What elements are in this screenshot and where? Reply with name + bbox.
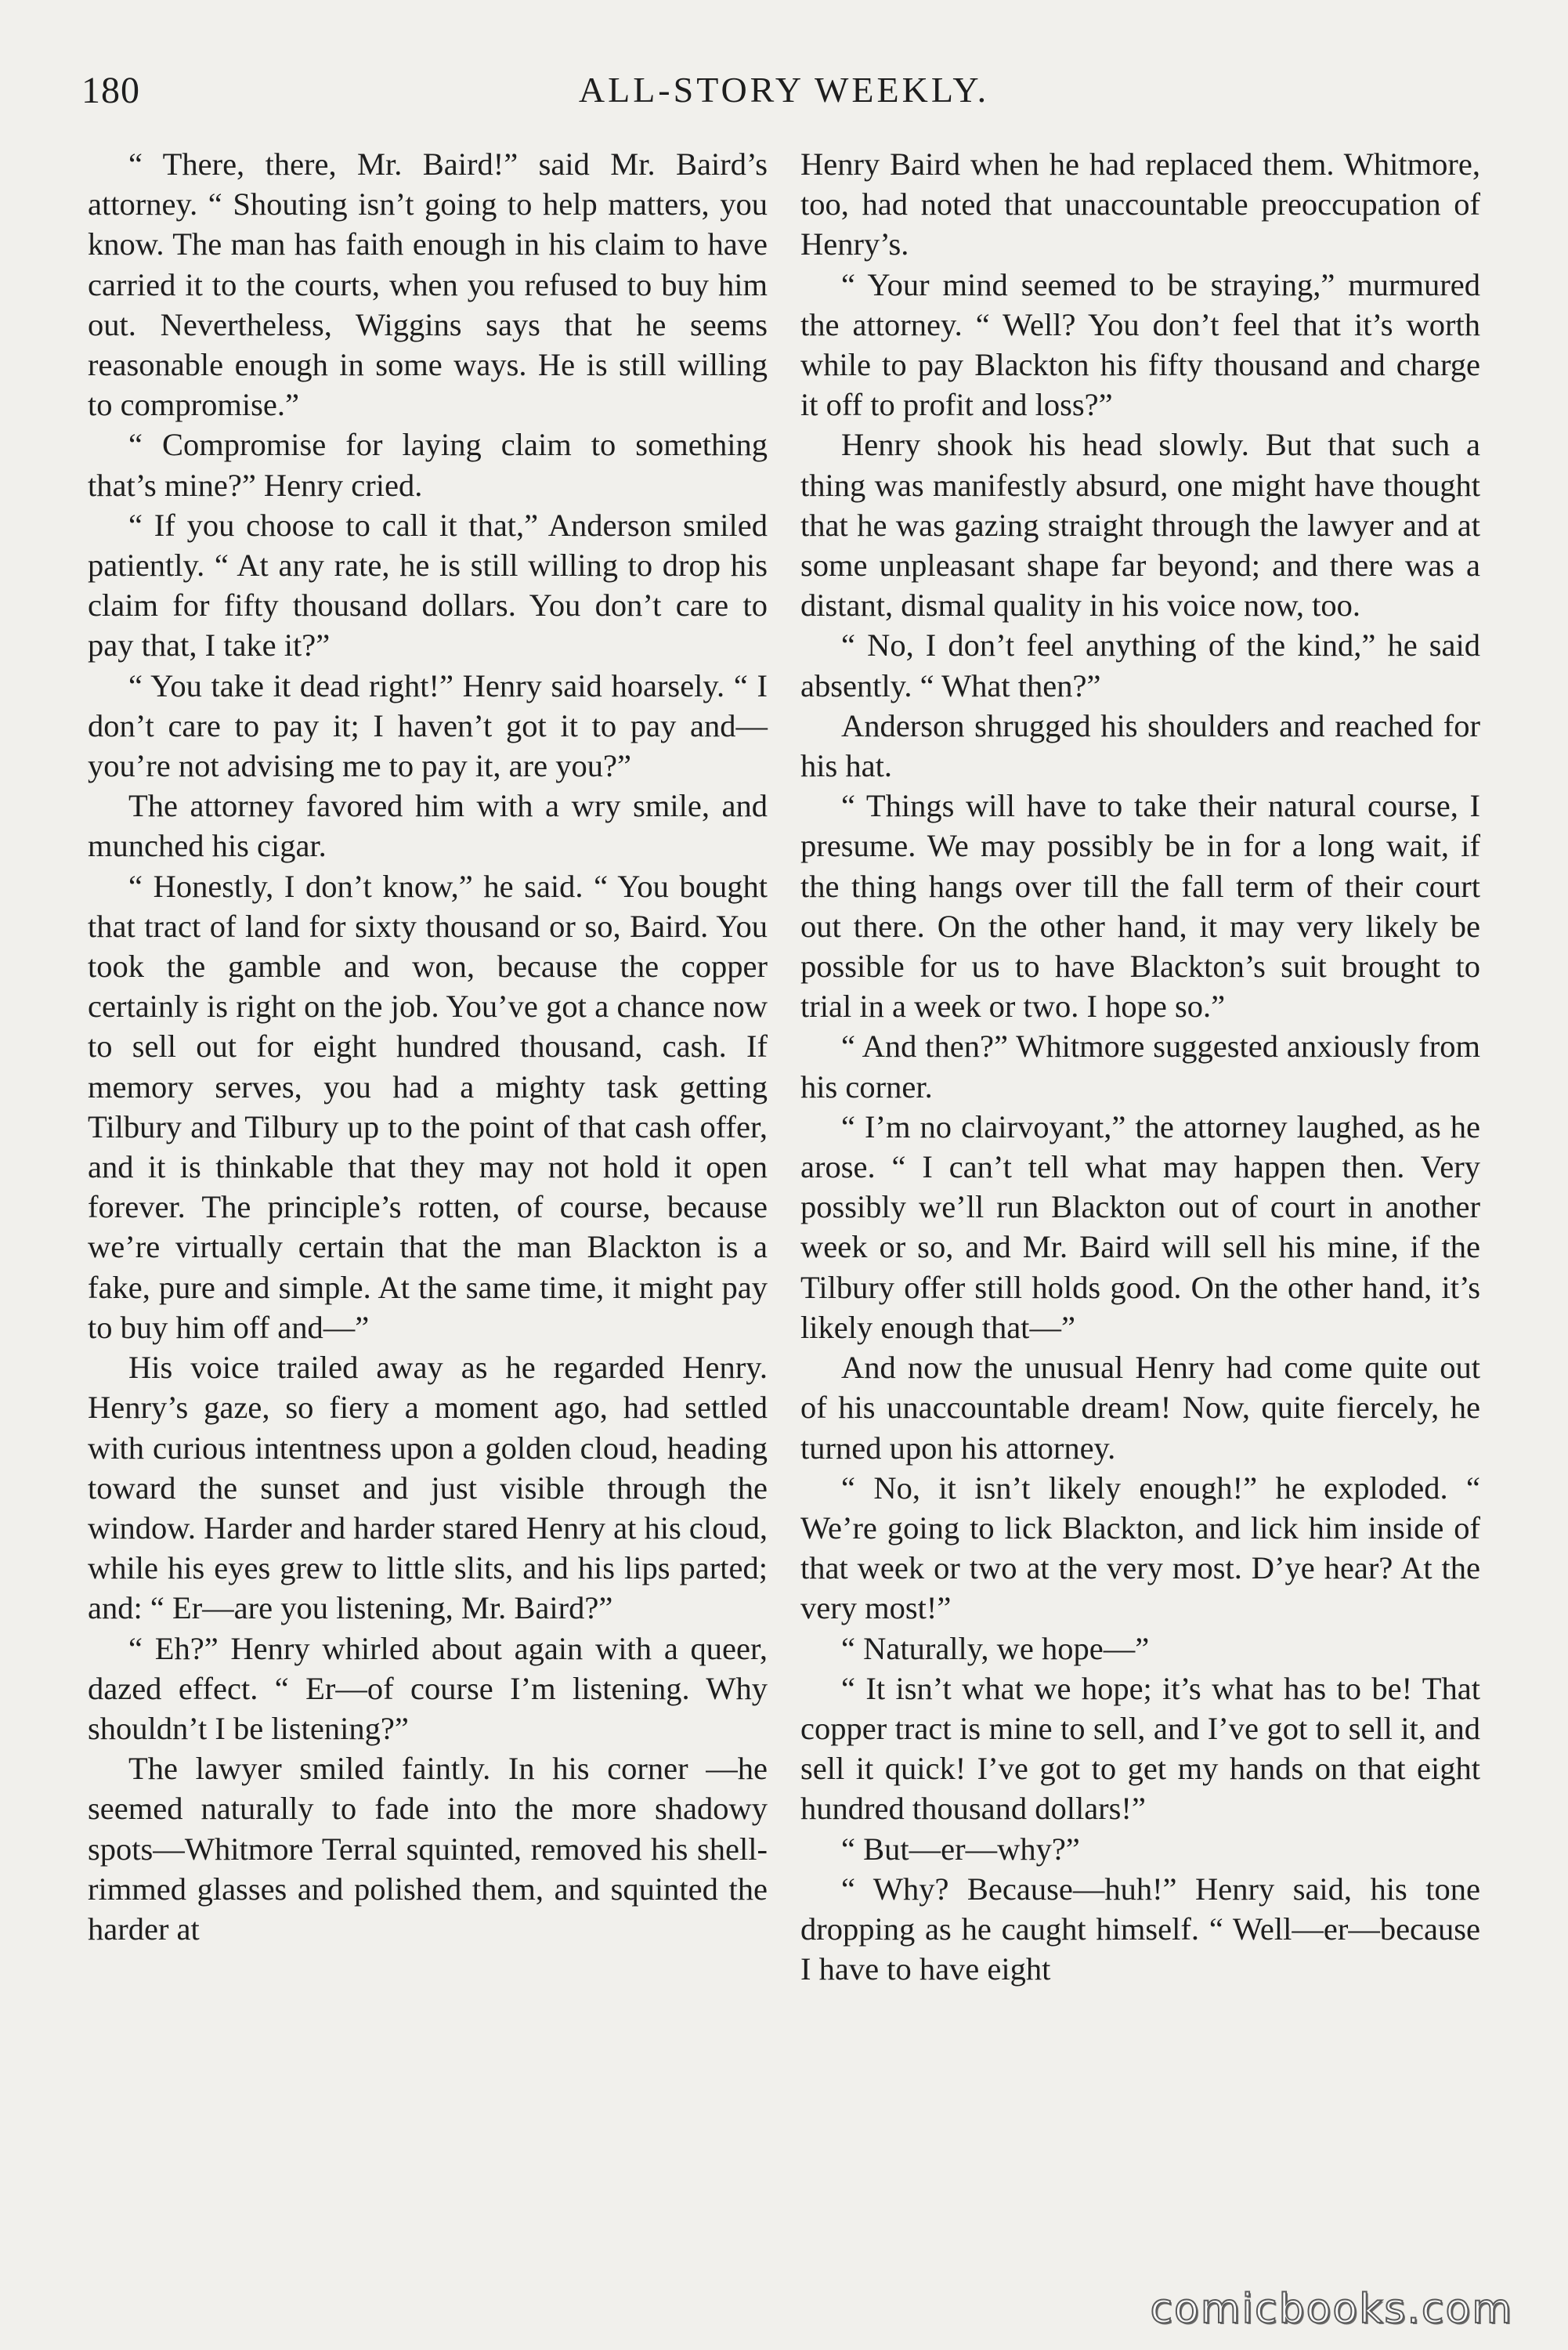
paragraph: And now the unusual Henry had come quite out of his unaccountable dream! Now, quite fiercely, he turned upon his attorney. bbox=[800, 1350, 1480, 1466]
paragraph: Henry shook his head slowly. But that such a thing was manifestly absurd, one might have thought that he was gazing straight through the lawyer and at some unpleasant shape far beyond; and there was a distant, dismal quality in his voice now, too. bbox=[800, 427, 1480, 624]
paragraph: “ No, it isn’t likely enough!” he exploded. “ We’re going to lick Blackton, and lick him inside of that week or two at the very most. D’ye hear? At the very most!” bbox=[800, 1470, 1480, 1626]
paragraph: “ I’m no clairvoyant,” the attorney laughed, as he arose. “ I can’t tell what may happen then. Very possibly we’ll run Blackton out of court in another week or so, and Mr. Baird will sell his mine, if the Tilbury offer still holds good. On the other hand, it’s likely enough that—” bbox=[800, 1108, 1480, 1345]
paragraph: “ Naturally, we hope—” bbox=[841, 1630, 1150, 1666]
paragraph: Anderson shrugged his shoulders and reached for his hat. bbox=[800, 707, 1480, 784]
paragraph: The attorney favored him with a wry smile, and munched his cigar. bbox=[88, 788, 768, 864]
left-column bbox=[88, 144, 768, 1949]
paragraph: “ But—er—why?” bbox=[841, 1831, 1080, 1867]
paragraph: “ Eh?” Henry whirled about again with a queer, dazed effect. “ Er—of course I’m listening. Why shouldn’t I be listening?” bbox=[88, 1630, 768, 1746]
paragraph: “ Compromise for laying claim to something that’s mine?” Henry cried. bbox=[88, 427, 768, 503]
paragraph: “ No, I don’t feel anything of the kind,” he said absently. “ What then?” bbox=[800, 627, 1480, 703]
paragraph: “ And then?” Whitmore suggested anxiously from his corner. bbox=[800, 1029, 1480, 1104]
paragraph: “ Honestly, I don’t know,” he said. “ You bought that tract of land for sixty thousand or so, Baird. You took the gamble and won, because the copper certainly is right on the job. You’ve got a chance now to sell out for eight hundred thousand, cash. If memory serves, you had a mighty task getting Tilbury and Tilbury up to the point of that cash offer, and it is thinkable that they may not hold it open forever. The principle’s rotten, of course, because we’re virtually certain that the man Blackton is a fake, pure and simple. At the same time, it might pay to buy him off and—” bbox=[88, 868, 768, 1345]
paragraph: “ If you choose to call it that,” Anderson smiled patiently. “ At any rate, he is still willing to drop his claim for fifty thousand dollars. You don’t care to pay that, I take it?” bbox=[88, 507, 768, 663]
paragraph-continued: Henry Baird when he had replaced them. Whitmore, too, had noted that unaccountable preoccupation of Henry’s. bbox=[800, 146, 1480, 262]
page-number: 180 bbox=[81, 70, 140, 111]
paragraph: “ Things will have to take their natural course, I presume. We may possibly be in for a long wait, if the thing hangs over till the fall term of their court out there. On the other hand, it may very likely be possible for us to have Blackton’s suit brought to trial in a week or two. I hope so.” bbox=[800, 788, 1480, 1025]
paragraph: “ It isn’t what we hope; it’s what has to be! That copper tract is mine to sell, and I’ve got to sell it, and sell it quick! I’ve got to get my hands on that eight hundred thousand dollars!” bbox=[800, 1670, 1480, 1827]
paragraph: His voice trailed away as he regarded Henry. Henry’s gaze, so fiery a moment ago, had settled with curious intentness upon a golden cloud, heading toward the sunset and just visible through the window. Harder and harder stared Henry at his cloud, while his eyes grew to little slits, and his lips parted; and: “ Er—are you listening, Mr. Baird?” bbox=[88, 1350, 768, 1626]
paragraph: “ Your mind seemed to be straying,” murmured the attorney. “ Well? You don’t feel that it’s worth while to pay Blackton his fifty thousand and charge it off to profit and loss?” bbox=[800, 266, 1480, 423]
right-column bbox=[800, 144, 1480, 1989]
paragraph: “ There, there, Mr. Baird!” said Mr. Baird’s attorney. “ Shouting isn’t going to help matters, you know. The man has faith enough in his claim to have carried it to the courts, when you refused to buy him out. Nevertheless, Wiggins says that he seems reasonable enough in some ways. He is still willing to compromise.” bbox=[88, 146, 768, 423]
page-header bbox=[0, 69, 1568, 116]
running-title: ALL-STORY WEEKLY. bbox=[578, 70, 990, 110]
paragraph: “ You take it dead right!” Henry said hoarsely. “ I don’t care to pay it; I haven’t got it to pay and—you’re not advising me to pay it, are you?” bbox=[88, 667, 768, 784]
paragraph: The lawyer smiled faintly. In his corner —he seemed naturally to fade into the more shadowy spots—Whitmore Terral squinted, removed his shell-rimmed glasses and polished them, and squinted the harder at bbox=[88, 1751, 768, 1947]
paragraph: “ Why? Because—huh!” Henry said, his tone dropping as he caught himself. “ Well—er—because I have to have eight bbox=[800, 1871, 1480, 1987]
watermark: comicbooks.com bbox=[1150, 2286, 1513, 2333]
